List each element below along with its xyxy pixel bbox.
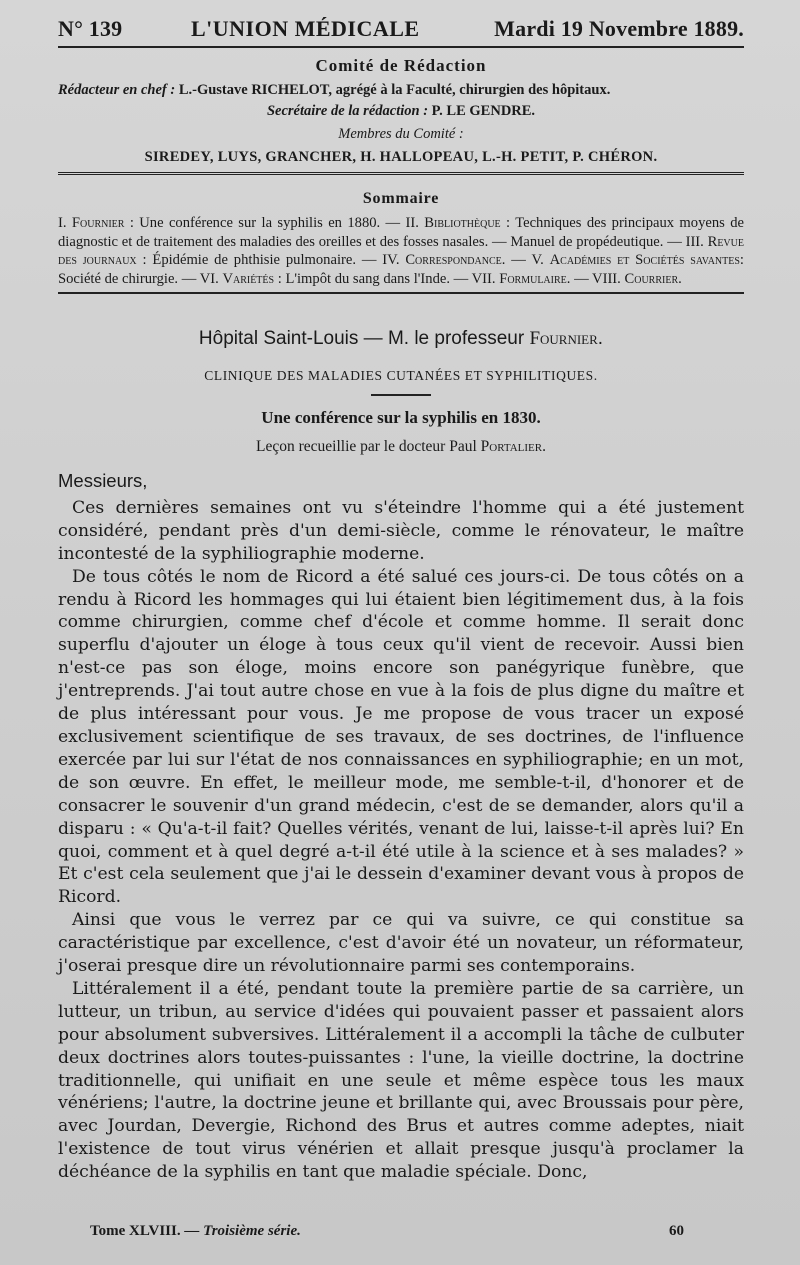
committee-rule — [58, 172, 744, 178]
volume-series — [90, 1223, 301, 1240]
summary-num: III. — [685, 233, 704, 250]
chief-editor-name: L.-Gustave RICHELOT, agrégé à la Faculté, chirurgien des hôpitaux. — [178, 82, 611, 98]
summary-section-text: : Techniques des principaux moyens de diagnostic et de traitement des maladies des oreilles et des fosses nasales. — Manuel de propédeutique. — — [58, 215, 744, 250]
lecture-title: Une conférence sur la syphilis en 1830. — [261, 408, 541, 427]
summary-num: VIII. — [592, 270, 621, 287]
summary-section-text: : L'impôt du sang dans l'Inde. — — [274, 270, 472, 287]
summary-section-name: Bibliothèque — [424, 215, 501, 231]
summary-num: VII. — [471, 270, 496, 287]
page-footer — [90, 1223, 684, 1240]
issue-date: Mardi 19 Novembre 1889. — [494, 16, 744, 41]
chief-editor-line — [58, 82, 744, 99]
summary-num: VI. — [199, 270, 219, 287]
clinic-heading: CLINIQUE DES MALADIES CUTANÉES ET SYPHILITIQUES. — [204, 368, 598, 383]
page-header — [58, 16, 744, 42]
summary-section-text: . — — [566, 270, 593, 287]
volume: Tome XLVIII. — [90, 1223, 181, 1239]
summary-section-name: Correspondance — [405, 252, 502, 268]
paragraph: Ainsi que vous le verrez par ce qui va suivre, ce qui constitue sa caractéristique par excellence, c'est d'avoir été un novateur, un réformateur, j'oserai presque dire un révolutionnaire parmi ses contemporains. — [58, 910, 744, 977]
venue-end: . — [597, 328, 604, 349]
committee-title: Comité de Rédaction — [315, 56, 487, 75]
short-divider — [371, 394, 431, 396]
secretary-line — [58, 103, 744, 120]
summary-section-text: : Une conférence sur la syphilis en 1880. — — [124, 215, 406, 231]
subtitle-text: Leçon recueillie par le docteur Paul — [256, 438, 481, 455]
summary-body — [58, 214, 744, 288]
series: — Troisième série. — [184, 1223, 301, 1239]
members-list: SIREDEY, LUYS, GRANCHER, H. HALLOPEAU, L.-H. PETIT, P. CHÉRON. — [144, 149, 658, 165]
summary-section-text: : Épidémie de phthisie pulmonaire. — — [136, 252, 383, 268]
author-name: Portalier — [480, 438, 543, 455]
secretary-label: Secrétaire de la rédaction : — [266, 103, 429, 119]
chief-editor-label: Rédacteur en chef : — [58, 82, 176, 98]
salutation: Messieurs, — [58, 470, 148, 491]
lecture-venue — [58, 328, 744, 350]
issue-number: N° 139 — [58, 16, 123, 41]
venue-text: Hôpital Saint-Louis — M. le professeur — [198, 328, 530, 349]
summary-section-name: Courrier — [624, 270, 679, 287]
summary-num: II. — [405, 215, 419, 231]
summary-rule — [58, 292, 744, 294]
summary-section-text: . — [678, 270, 682, 287]
professor-name: Fournier — [529, 328, 598, 349]
summary-section-name: Variétés — [222, 270, 275, 287]
page-number: 60 — [669, 1223, 684, 1239]
summary-section-text: : Société de chirurgie. — — [58, 252, 744, 287]
article-body — [58, 470, 744, 1184]
secretary-name: P. LE GENDRE. — [431, 103, 536, 119]
paragraph: Ces dernières semaines ont vu s'éteindre l'homme qui a été justement considéré, pendant près d'un demi-siècle, comme le rénovateur, le maître incontesté de la syphiliographie moderne. — [58, 497, 744, 564]
editorial-committee — [58, 56, 744, 166]
summary-num: IV. — [382, 252, 400, 268]
summary-title: Sommaire — [362, 190, 440, 207]
summary-section-name: Revue des journaux — [58, 233, 744, 268]
subtitle-end: . — [542, 438, 546, 455]
journal-name: L'UNION MÉDICALE — [190, 16, 420, 41]
members-label: Membres du Comité : — [338, 126, 464, 142]
summary-num: V. — [531, 252, 544, 268]
lecture-subtitle — [58, 438, 744, 456]
paragraph: De tous côtés le nom de Ricord a été salué ces jours-ci. De tous côtés on a rendu à Ricord les hommages qui lui étaient bien légitimement dus, à la fois comme chirurgien, comme chef d'école et comme homme. Il serait donc superflu d'ajouter un éloge à tous ceux qu'il vient de recevoir. Aussi bien n'est-ce pas son éloge, moins encore son panégyrique funèbre, que j'entreprends. J'ai tout autre chose en vue à la fois de plus digne du maître et de plus intéressant pour vous. Je me propose de vous tracer un exposé exclusivement scientifique de ses travaux, de ses doctrines, de l'influence exercée par lui sur l'état de nos connaissances en syphiliographie; en un mot, de son œuvre. En effet, le meilleur mode, me semble-t-il, d'honorer et de consacrer le souvenir d'un grand médecin, c'est de se demander, alors qu'il a disparu : « Qu'a-t-il fait? Quelles vérités, venant de lui, laisse-t-il après lui? En quoi, comment et à quel degré a-t-il été utile à la science et à ses malades? » Et c'est cela seulement que j'ai le dessein d'examiner devant vous à propos de Ricord. — [58, 566, 744, 908]
paragraph: Littéralement il a été, pendant toute la première partie de sa carrière, un lutteur, un tribun, au service d'idées qui pouvaient passer et passaient alors pour absolument subversives. Littéralement il a accompli la tâche de culbuter deux doctrines alors toutes-puissantes : l'une, la vieille doctrine, la doctrine traditionnelle, qui unifiait en une seule et même espèce tous les maux vénériens; l'autre, la doctrine jeune et brillante qui, avec Broussais pour père, avec Jourdan, Devergie, Richond des Brus et autres comme adeptes, niait l'existence de tout virus vénérien et allait presque jusqu'à proclamer la déchéance de la syphilis en tant que maladie spéciale. Donc, — [58, 978, 744, 1183]
summary-section-name: Académies et Sociétés savantes — [549, 252, 740, 268]
summary-section-name: Fournier — [71, 215, 125, 231]
header-rule — [58, 46, 744, 48]
summary-num: I. — [58, 215, 67, 231]
summary-section-name: Formulaire — [499, 270, 567, 287]
summary-section-text: . — — [501, 252, 532, 268]
